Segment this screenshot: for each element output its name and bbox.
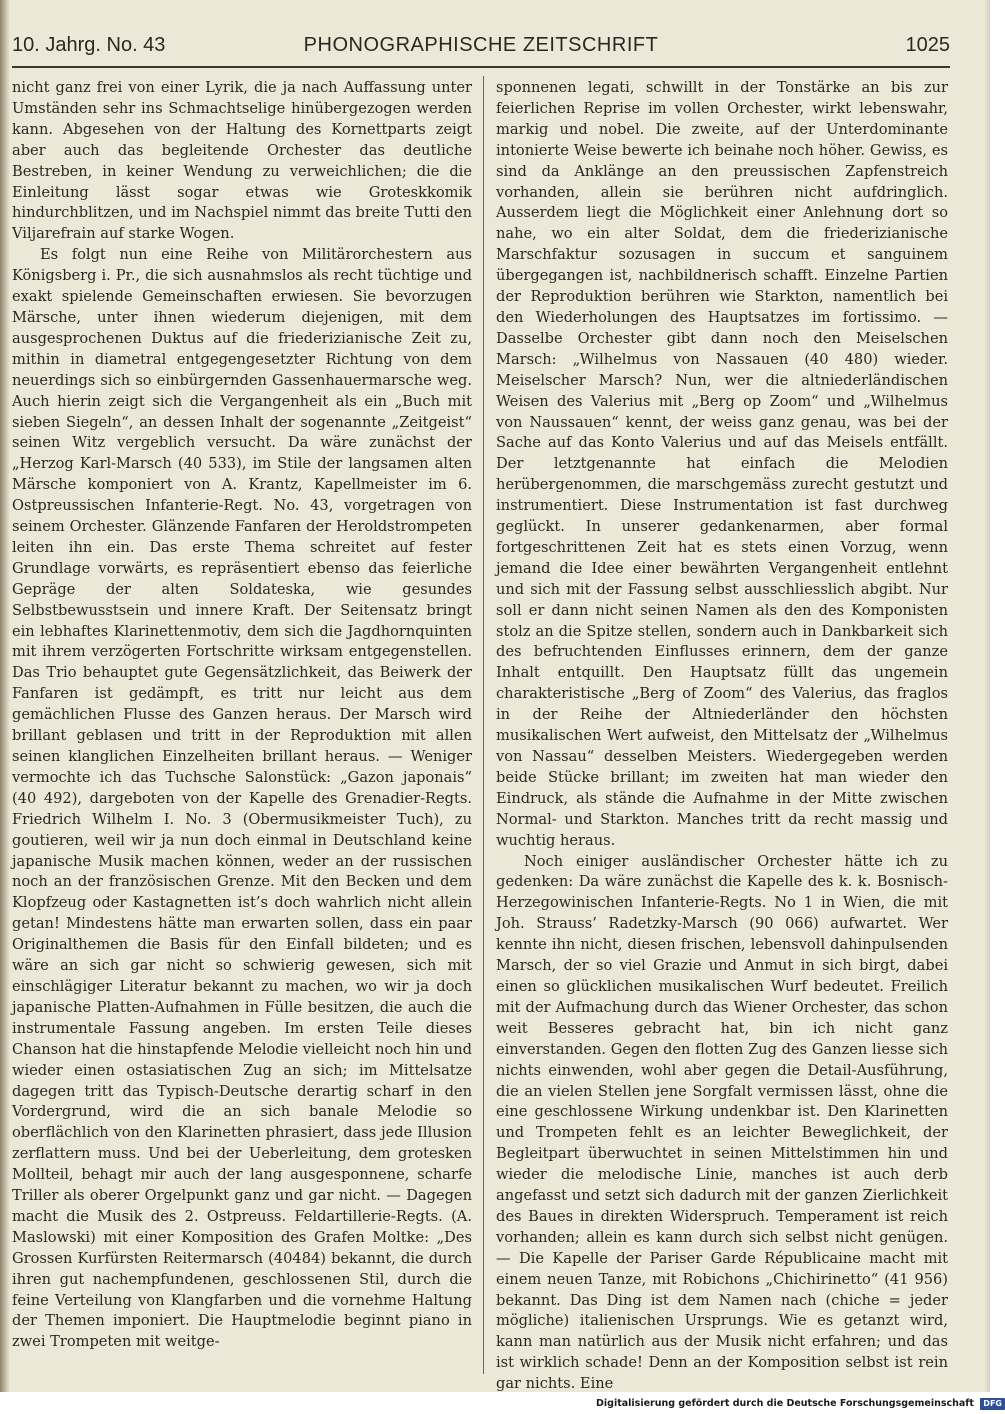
dfg-logo-icon: DFG	[980, 1398, 1005, 1410]
column-divider	[483, 76, 484, 1374]
right-column	[496, 78, 948, 1395]
header-rule	[12, 66, 950, 68]
page-binding-edge	[0, 0, 10, 1392]
issue-label: 10. Jahrg. No. 43	[12, 34, 166, 56]
paragraph: sponnenen legati, schwillt in der Tonstärke an bis zur feierlichen Reprise im vollen Orchester, wirkt lebenswahr, markig und nobel. Die zweite, auf der Unterdominante intonierte Weise bewerte ich beinahe noch höher. Gewiss, es sind da Anklänge an den preussischen Zapfenstreich vorhanden, allein sie berühren nicht aufdringlich. Ausserdem liegt die Möglichkeit einer Anlehnung dort so nahe, wo ein alter Soldat, dem die friederizianische Marschfaktur sozusagen in succum et sanguinem übergegangen ist, nachbildnerisch schafft. Einzelne Partien der Reproduktion berühren wie Starkton, namentlich bei den Wiederholungen des Hauptsatzes im fortissimo. — Dasselbe Orchester gibt dann noch den Meiselschen Marsch: „Wilhelmus von Nassauen (40 480) wieder. Meiselscher Marsch? Nun, wer die altniederländischen Weisen des Valerius mit „Berg op Zoom“ und „Wilhelmus von Naussauen“ kennt, der weiss ganz genau, was bei der Sache auf das Konto Valerius und auf das Meisels entfällt. Der letztgenannte hat einfach die Melodien herübergenommen, die marschgemäss zurecht gestutzt und instrumentiert. Diese Instrumentation ist fast durchweg geglückt. In unserer gedankenarmen, aber formal fortgeschrittenen Zeit hat es stets einen Vorzug, wenn jemand die Idee einer bewährten Vergangenheit entlehnt und sich mit der Fassung selbst ausschliesslich abgibt. Nur soll er dann nicht seinen Namen als den des Komponisten stolz an die Spitze stellen, sondern auch in Dankbarkeit sich des befruchtenden Einflusses erinnern, dem der ganze Inhalt entquillt. Den Hauptsatz füllt das ungemein charakteristische „Berg of Zoom“ des Valerius, das fraglos in der Reihe der Altniederländer den höchsten musikalischen Wert aufweist, den Mittelsatz der „Wilhelmus von Nassau“ desselben Meisters. Wiedergegeben werden beide Stücke brillant; im zweiten hat man wieder den Eindruck, als stände die Aufnahme in der Mitte zwischen Normal- und Starkton. Manches tritt da recht massig und wuchtig heraus.	[496, 79, 948, 849]
paragraph: nicht ganz frei von einer Lyrik, die ja nach Auffassung unter Umständen sehr ins Schmachtselige hinübergezogen werden kann. Abgesehen von der Haltung des Kornettparts zeigt aber auch das begleitende Orchester das deutliche Bestreben, in keiner Wendung zu verweichlichen; die die Einleitung lässt sogar etwas wie Groteskkomik hindurchblitzen, und im Nachspiel nimmt das breite Tutti den Viljarefrain auf starke Wogen.	[12, 79, 472, 243]
journal-title: PHONOGRAPHISCHE ZEITSCHRIFT	[303, 34, 659, 56]
page-right-edge	[984, 0, 990, 1392]
credit-text: Digitalisierung gefördert durch die Deutsche Forschungsgemeinschaft	[596, 1398, 974, 1409]
digitization-credit	[596, 1394, 1000, 1414]
page-number: 1025	[905, 34, 950, 56]
left-column	[12, 78, 472, 1353]
paragraph: Noch einiger ausländischer Orchester hätte ich zu gedenken: Da wäre zunächst die Kapelle des k. k. Bosnisch-Herzegowinischen Infanterie-Regts. No 1 in Wien, die mit Joh. Strauss’ Radetzky-Marsch (90 066) aufwartet. Wer kennte ihn nicht, diesen frischen, lebensvoll dahinpulsenden Marsch, der so viel Grazie und Anmut in sich birgt, dabei einen so glücklichen musikalischen Wurf bedeutet. Freilich mit der Aufmachung durch das Wiener Orchester, das schon weit Besseres gebracht hat, bin ich nicht ganz einverstanden. Gegen den flotten Zug des Ganzen liesse sich nichts einwenden, wohl aber gegen die Detail-Ausführung, die an vielen Stellen jene Sorgfalt vermissen lässt, ohne die eine geschlossene Wirkung undenkbar ist. Den Klarinetten und Trompeten fehlt es an leichter Beweglichkeit, der Begleitpart überwuchtet in seinen Mittelstimmen hin und wieder die melodische Linie, manches ist auch derb angefasst und setzt sich dadurch mit der ganzen Zierlichkeit des Baues in direkten Widerspruch. Temperament ist reich vorhanden; allein es kann durch sich selbst nicht genügen. — Die Kapelle der Pariser Garde Républicaine macht mit einem neuen Tanze, mit Robichons „Chichirinetto“ (41 956) bekannt. Das Ding ist dem Namen nach (chiche = jeder mögliche) italienischen Ursprungs. Wie es getanzt wird, kann man natürlich aus der Musik nicht erfahren; und das ist wirklich schade! Denn an der Komposition selbst ist rein gar nichts. Eine	[496, 852, 948, 1393]
running-header	[12, 34, 950, 64]
paragraph: Es folgt nun eine Reihe von Militärorchestern aus Königsberg i. Pr., die sich ausnahmslos als recht tüchtige und exakt spielende Gemeinschaften erwiesen. Sie bevorzugen Märsche, unter ihnen wiederum diejenigen, mit dem ausgesprochenen Duktus auf die friederizianische Zeit zu, mithin in diametral entgegengesetzter Richtung von dem neuerdings sich so einbürgernden Gassenhauermarsche weg. Auch hierin zeigt sich die Vergangenheit als ein „Buch mit sieben Siegeln“, an dessen Inhalt der sogenannte „Zeitgeist“ seinen Witz vergeblich versucht. Da wäre zunächst der „Herzog Karl-Marsch (40 533), im Stile der langsamen alten Märsche komponiert von A. Krantz, Kapellmeister im 6. Ostpreussischen Infanterie-Regt. No. 43, vorgetragen von seinem Orchester. Glänzende Fanfaren der Heroldstrompeten leiten ihn ein. Das erste Thema schreitet auf fester Grundlage vorwärts, es repräsentiert ebenso das feierliche Gepräge der alten Soldateska, wie gesundes Selbstbewusstsein und innere Kraft. Der Seitensatz bringt ein lebhaftes Klarinettenmotiv, dem sich die Jagdhornquinten mit ihrem verzögerten Fortschritte wirksam entgegenstellen. Das Trio behauptet gute Gegensätzlichkeit, das Beiwerk der Fanfaren ist gedämpft, es tritt nur leicht aus dem gemächlichen Flusse des Ganzen heraus. Der Marsch wird brillant geblasen und tritt in der Reproduktion mit allen seinen klanglichen Einzelheiten brillant heraus. — Weniger vermochte ich das Tuchsche Salonstück: „Gazon japonais“ (40 492), dargeboten von der Kapelle des Grenadier-Regts. Friedrich Wilhelm I. No. 3 (Obermusikmeister Tuch), zu goutieren, weil wir ja nun doch einmal in Deutschland keine japanische Musik machen können, weder an der russischen noch an der französischen Grenze. Mit den Becken und dem Klopfzeug oder Kastagnetten ist’s doch wahrlich nicht allein getan! Mindestens hätte man erwarten sollen, dass ein paar Originalthemen die Basis für den Einfall bildeten; und es wäre an sich gar nicht so schwierig gewesen, sich mit einschlägiger Literatur bekannt zu machen, wo wir ja doch japanische Platten-Aufnahmen in Fülle besitzen, die auch die instrumentale Fassung angeben. Im ersten Teile dieses Chanson hat die hinstapfende Melodie vielleicht noch hin und wieder einen ostasiatischen Zug an sich; im Mittelsatze dagegen tritt das Typisch-Deutsche derartig scharf in den Vordergrund, wird die an sich banale Melodie so oberflächlich von den Klarinetten phrasiert, dass jede Illusion zerflattern muss. Und bei der Ueberleitung, dem grotesken Mollteil, behagt mir auch der lang ausgesponnene, scharfe Triller als oberer Orgelpunkt ganz und gar nicht. — Dagegen macht die Musik des 2. Ostpreuss. Feldartillerie-Regts. (A. Maslowski) mit einer Komposition des Grafen Moltke: „Des Grossen Kurfürsten Reitermarsch (40484) bekannt, die durch ihren gut nachempfundenen, geschlossenen Stil, durch die feine Verteilung von Klangfarben und die vornehme Haltung der Themen imponiert. Die Hauptmelodie beginnt piano in zwei Trompeten mit weitge-	[12, 246, 472, 1351]
